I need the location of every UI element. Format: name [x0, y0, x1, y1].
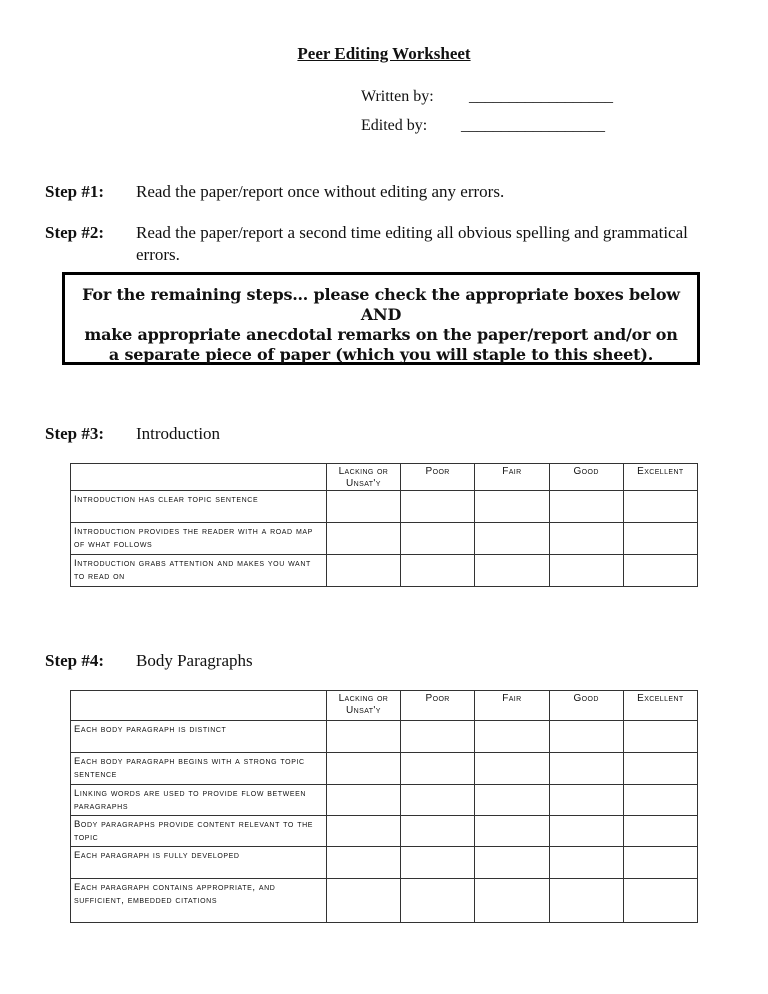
rating-checkbox-lacking[interactable] — [326, 816, 400, 847]
rating-checkbox-excellent[interactable] — [623, 721, 697, 753]
criterion-label: Linking words are used to provide flow between paragraphs — [71, 785, 327, 816]
rating-checkbox-excellent[interactable] — [623, 785, 697, 816]
rating-checkbox-poor[interactable] — [401, 753, 475, 785]
rating-checkbox-lacking[interactable] — [326, 555, 400, 587]
rating-checkbox-fair[interactable] — [475, 721, 549, 753]
criterion-label: Introduction provides the reader with a road map of what follows — [71, 523, 327, 555]
rating-checkbox-fair[interactable] — [475, 816, 549, 847]
step-4 — [45, 650, 745, 674]
table-row — [71, 491, 698, 523]
step-3-text: Introduction — [136, 424, 221, 443]
step-2 — [45, 222, 745, 268]
header-good: Good — [549, 691, 623, 721]
step-4-label: Step #4: — [45, 651, 105, 670]
rating-checkbox-fair[interactable] — [475, 879, 549, 923]
rating-checkbox-lacking[interactable] — [326, 523, 400, 555]
edited-by-line — [361, 117, 605, 135]
criterion-label: Each body paragraph is distinct — [71, 721, 327, 753]
step-3-label: Step #3: — [45, 424, 105, 443]
step-1 — [45, 181, 745, 205]
rating-checkbox-good[interactable] — [549, 523, 623, 555]
written-by-line — [361, 88, 613, 106]
header-lacking: Lacking or Unsat'y — [326, 691, 400, 721]
rating-checkbox-poor[interactable] — [401, 879, 475, 923]
rating-checkbox-poor[interactable] — [401, 523, 475, 555]
instructions-line-4: a separate piece of paper (which you will staple to this sheet). — [108, 345, 654, 364]
edited-by-label: Edited by: — [361, 117, 428, 134]
criterion-label: Each paragraph is fully developed — [71, 847, 327, 879]
criterion-label: Introduction grabs attention and makes you want to read on — [71, 555, 327, 587]
table-row — [71, 555, 698, 587]
criterion-label: Body paragraphs provide content relevant to the topic — [71, 816, 327, 847]
body-paragraphs-rubric-table — [70, 690, 698, 923]
header-poor: Poor — [401, 691, 475, 721]
table-row — [71, 753, 698, 785]
rating-checkbox-good[interactable] — [549, 555, 623, 587]
rating-checkbox-excellent[interactable] — [623, 847, 697, 879]
rating-checkbox-good[interactable] — [549, 721, 623, 753]
rating-checkbox-good[interactable] — [549, 785, 623, 816]
rating-checkbox-good[interactable] — [549, 491, 623, 523]
criterion-label: Each body paragraph begins with a strong topic sentence — [71, 753, 327, 785]
written-by-label: Written by: — [361, 88, 434, 105]
rating-checkbox-lacking[interactable] — [326, 721, 400, 753]
header-blank-cell — [71, 464, 327, 491]
header-lacking: Lacking or Unsat'y — [326, 464, 400, 491]
header-fair: Fair — [475, 691, 549, 721]
rating-checkbox-poor[interactable] — [401, 816, 475, 847]
rating-checkbox-excellent[interactable] — [623, 523, 697, 555]
step-3 — [45, 423, 745, 447]
rating-checkbox-lacking[interactable] — [326, 491, 400, 523]
introduction-rubric-table — [70, 463, 698, 587]
table-row — [71, 523, 698, 555]
header-blank-cell — [71, 691, 327, 721]
table-row — [71, 721, 698, 753]
table-row — [71, 785, 698, 816]
rubric-header-row — [71, 464, 698, 491]
rating-checkbox-excellent[interactable] — [623, 491, 697, 523]
rating-checkbox-lacking[interactable] — [326, 879, 400, 923]
table-row — [71, 816, 698, 847]
step-1-label: Step #1: — [45, 182, 105, 201]
rating-checkbox-excellent[interactable] — [623, 879, 697, 923]
rating-checkbox-fair[interactable] — [475, 753, 549, 785]
header-fair: Fair — [475, 464, 549, 491]
written-by-blank[interactable]: __________________ — [469, 88, 613, 105]
rating-checkbox-poor[interactable] — [401, 785, 475, 816]
header-poor: Poor — [401, 464, 475, 491]
rating-checkbox-fair[interactable] — [475, 847, 549, 879]
rating-checkbox-fair[interactable] — [475, 785, 549, 816]
step-1-text: Read the paper/report once without editing any errors. — [136, 182, 505, 201]
step-2-text: Read the paper/report a second time editing all obvious spelling and grammatical errors. — [136, 223, 688, 264]
worksheet-title: Peer Editing Worksheet — [297, 44, 471, 63]
rating-checkbox-fair[interactable] — [475, 523, 549, 555]
rating-checkbox-good[interactable] — [549, 847, 623, 879]
rating-checkbox-fair[interactable] — [475, 491, 549, 523]
header-good: Good — [549, 464, 623, 491]
rating-checkbox-lacking[interactable] — [326, 785, 400, 816]
instructions-line-2: AND — [360, 305, 402, 324]
step-4-text: Body Paragraphs — [136, 651, 253, 670]
rating-checkbox-lacking[interactable] — [326, 753, 400, 785]
rating-checkbox-excellent[interactable] — [623, 555, 697, 587]
rating-checkbox-fair[interactable] — [475, 555, 549, 587]
rating-checkbox-excellent[interactable] — [623, 816, 697, 847]
rating-checkbox-poor[interactable] — [401, 847, 475, 879]
instructions-line-3: make appropriate anecdotal remarks on the paper/report and/or on — [84, 325, 678, 344]
table-row — [71, 879, 698, 923]
rating-checkbox-good[interactable] — [549, 816, 623, 847]
edited-by-blank[interactable]: __________________ — [461, 117, 605, 134]
step-2-label: Step #2: — [45, 223, 105, 242]
instructions-line-1: For the remaining steps… please check the appropriate boxes below — [82, 285, 680, 304]
rating-checkbox-poor[interactable] — [401, 491, 475, 523]
header-excellent: Excellent — [623, 691, 697, 721]
rating-checkbox-poor[interactable] — [401, 721, 475, 753]
table-row — [71, 847, 698, 879]
criterion-label: Introduction has clear topic sentence — [71, 491, 327, 523]
rating-checkbox-poor[interactable] — [401, 555, 475, 587]
rubric-header-row — [71, 691, 698, 721]
rating-checkbox-lacking[interactable] — [326, 847, 400, 879]
rating-checkbox-good[interactable] — [549, 879, 623, 923]
rating-checkbox-good[interactable] — [549, 753, 623, 785]
header-excellent: Excellent — [623, 464, 697, 491]
criterion-label: Each paragraph contains appropriate, and sufficient, embedded citations — [71, 879, 327, 923]
rating-checkbox-excellent[interactable] — [623, 753, 697, 785]
instructions-box — [62, 272, 700, 365]
